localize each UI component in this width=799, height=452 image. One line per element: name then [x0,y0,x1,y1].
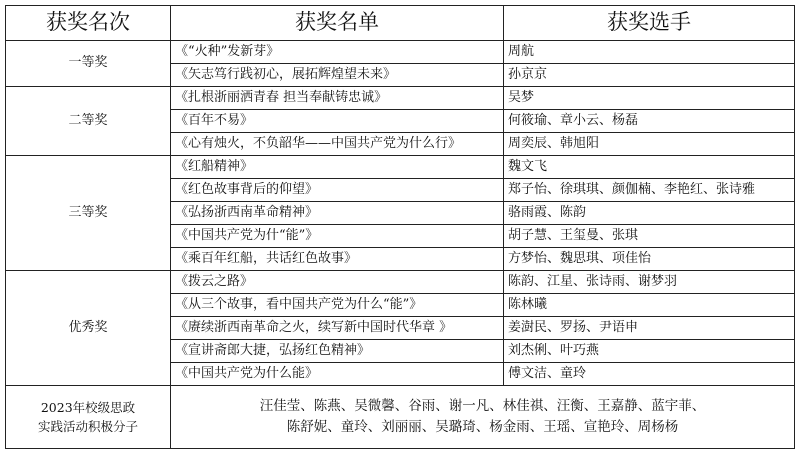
entry-winners: 孙京京 [504,64,795,87]
rank-cell-activists [6,386,171,449]
entry-winners: 郑子怡、徐琪琪、颜伽楠、李艳红、张诗雅 [504,179,795,202]
entry-title: 《乘百年红船，共话红色故事》 [171,248,504,271]
table-row [6,156,795,179]
entry-winners: 方梦怡、魏思琪、项佳怡 [504,248,795,271]
entry-title: 《红色故事背后的仰望》 [171,179,504,202]
activists-names-cell [171,386,795,449]
entry-title: 《心有烛火，不负韶华——中国共产党为什么行》 [171,133,504,156]
awards-table [5,5,795,449]
entry-title: 《矢志笃行践初心，展拓辉煌望未来》 [171,64,504,87]
entry-title: 《弘扬浙西南革命精神》 [171,202,504,225]
header-rank: 获奖名次 [6,6,171,41]
entry-winners: 吴梦 [504,87,795,110]
entry-winners: 胡子慧、王玺曼、张琪 [504,225,795,248]
entry-title: 《赓续浙西南革命之火，续写新中国时代华章 》 [171,317,504,340]
entry-winners: 傅文洁、童玲 [504,363,795,386]
entry-title: 《百年不易》 [171,110,504,133]
activists-names-line2: 陈舒妮、童玲、刘丽丽、吴璐琦、杨金雨、王瑶、宣艳玲、周杨杨 [286,419,679,435]
table-row-activists [6,386,795,449]
rank-cell-third: 三等奖 [6,156,171,271]
header-title: 获奖名单 [171,6,504,41]
entry-winners: 何筱瑜、章小云、杨磊 [504,110,795,133]
rank-cell-excellence: 优秀奖 [6,271,171,386]
entry-winners: 魏文飞 [504,156,795,179]
activists-label-line2: 实践活动积极分子 [37,419,138,434]
entry-winners: 周奕辰、韩旭阳 [504,133,795,156]
entry-title: 《中国共产党为什“能”》 [171,225,504,248]
table-row [6,41,795,64]
table-row [6,87,795,110]
entry-title: 《宣讲斋郎大捷，弘扬红色精神》 [171,340,504,363]
entry-winners: 姜澍民、罗扬、尹语申 [504,317,795,340]
entry-winners: 陈林曦 [504,294,795,317]
entry-winners: 陈韵、江星、张诗雨、谢梦羽 [504,271,795,294]
entry-title: 《“火种”发新芽》 [171,41,504,64]
entry-title: 《扎根浙丽洒青春 担当奉献铸忠诚》 [171,87,504,110]
entry-title: 《中国共产党为什么能》 [171,363,504,386]
entry-winners: 周航 [504,41,795,64]
entry-title: 《红船精神》 [171,156,504,179]
entry-title: 《拨云之路》 [171,271,504,294]
table-row [6,271,795,294]
header-row [6,6,795,41]
entry-winners: 骆雨霞、陈韵 [504,202,795,225]
entry-title: 《从三个故事，看中国共产党为什么“能”》 [171,294,504,317]
activists-names-line1: 汪佳莹、陈燕、吴微馨、谷雨、谢一凡、林佳祺、汪衡、王嘉静、蓝宇菲、 [259,398,706,415]
rank-cell-first: 一等奖 [6,41,171,87]
header-winners: 获奖选手 [504,6,795,41]
rank-cell-second: 二等奖 [6,87,171,156]
activists-label-line1: 2023年校级思政 [40,399,136,415]
entry-winners: 刘杰俐、叶巧燕 [504,340,795,363]
